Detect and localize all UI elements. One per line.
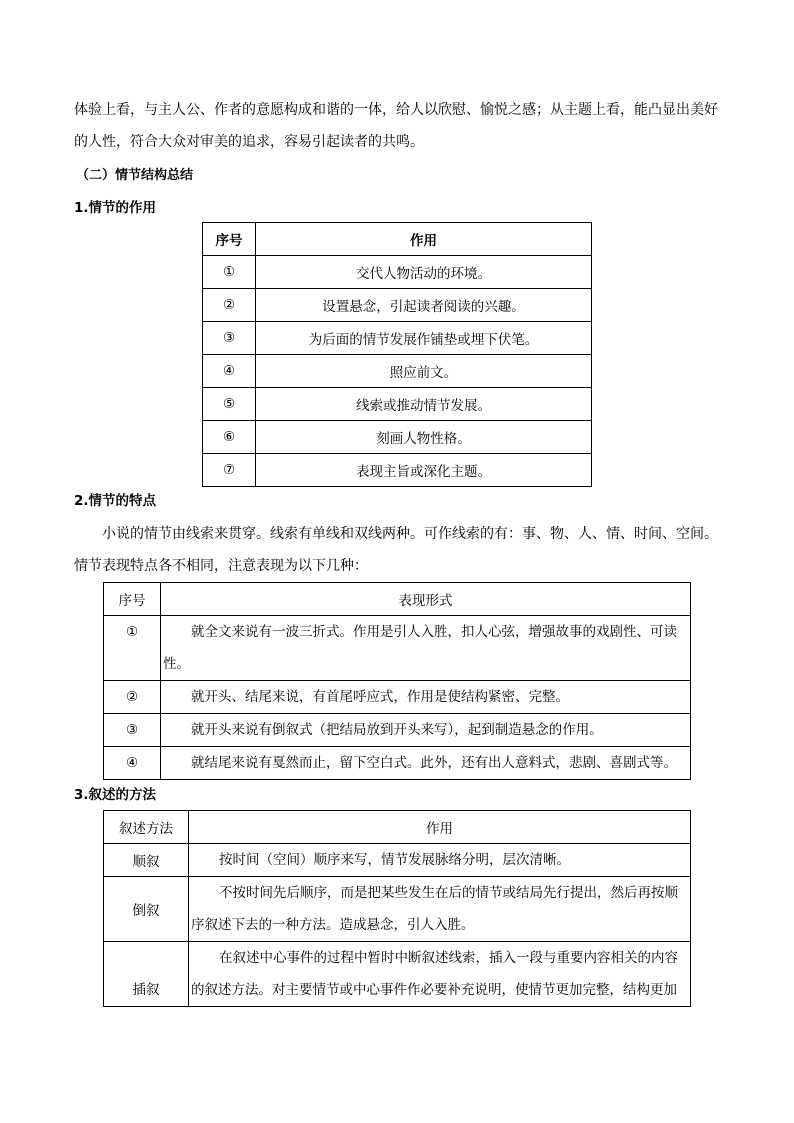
header-index: 序号 [104, 583, 161, 616]
table-row [203, 421, 592, 454]
intro-line-1: 体验上看，与主人公、作者的意愿构成和谐的一体，给人以欣慰、愉悦之感；从主题上看，能凸显出美好 [74, 102, 718, 118]
row-index: ⑦ [203, 454, 256, 487]
table-row [104, 747, 691, 780]
plot-function-table [202, 222, 592, 487]
table-row [203, 454, 592, 487]
sub2-line-1: 小说的情节由线索来贯穿。线索有单线和双线两种。可作线索的有：事、物、人、情、时间、空间。 [102, 526, 718, 542]
table-row [104, 844, 691, 877]
row-text: 在叙述中心事件的过程中暂时中断叙述线索，插入一段与重要内容相关的内容的叙述方法。对主要情节或中心事件作必要补充说明，使情节更加完整，结构更加 [189, 942, 691, 1007]
row-method: 插叙 [104, 942, 189, 1007]
header-function: 作用 [189, 811, 691, 844]
row-text: 就结尾来说有戛然而止，留下空白式。此外，还有出人意料式，悲剧、喜剧式等。 [161, 747, 691, 780]
sub2-paragraph [74, 518, 734, 582]
table-header-row [104, 811, 691, 844]
row-index: ③ [104, 714, 161, 747]
section-title: （二）情节结构总结 [76, 168, 194, 183]
row-method: 顺叙 [104, 844, 189, 877]
table-row [203, 355, 592, 388]
header-form: 表现形式 [161, 583, 691, 616]
table-row [104, 616, 691, 681]
row-index: ① [203, 256, 256, 289]
row-text: 按时间（空间）顺序来写，情节发展脉络分明，层次清晰。 [189, 844, 691, 877]
sub2-title: 2.情节的特点 [74, 493, 157, 509]
row-index: ⑥ [203, 421, 256, 454]
sub2-line-2: 情节表现特点各不相同，注意表现为以下几种： [74, 558, 368, 574]
row-index: ⑤ [203, 388, 256, 421]
row-text: 为后面的情节发展作铺垫或埋下伏笔。 [256, 322, 592, 355]
row-text: 就开头、结尾来说，有首尾呼应式，作用是使结构紧密、完整。 [161, 681, 691, 714]
row-index: ③ [203, 322, 256, 355]
table-row [104, 877, 691, 942]
row-text: 刻画人物性格。 [256, 421, 592, 454]
row-text: 就开头来说有倒叙式（把结局放到开头来写），起到制造悬念的作用。 [161, 714, 691, 747]
row-index: ① [104, 616, 161, 681]
table-row [203, 256, 592, 289]
narration-method-table [103, 810, 691, 1007]
row-text: 不按时间先后顺序，而是把某些发生在后的情节或结局先行提出，然后再按顺序叙述下去的一种方法。造成悬念，引人入胜。 [189, 877, 691, 942]
table-row [104, 714, 691, 747]
row-index: ④ [104, 747, 161, 780]
intro-paragraph [74, 94, 724, 158]
header-method: 叙述方法 [104, 811, 189, 844]
row-index: ② [104, 681, 161, 714]
row-text: 交代人物活动的环境。 [256, 256, 592, 289]
table-row [104, 942, 691, 1007]
row-method: 倒叙 [104, 877, 189, 942]
row-text: 设置悬念，引起读者阅读的兴趣。 [256, 289, 592, 322]
header-function: 作用 [256, 223, 592, 256]
row-text: 表现主旨或深化主题。 [256, 454, 592, 487]
table-header-row [203, 223, 592, 256]
intro-line-2: 的人性，符合大众对审美的追求，容易引起读者的共鸣。 [74, 134, 424, 150]
row-index: ④ [203, 355, 256, 388]
table-row [104, 681, 691, 714]
row-text: 照应前文。 [256, 355, 592, 388]
row-text: 线索或推动情节发展。 [256, 388, 592, 421]
table-header-row [104, 583, 691, 616]
header-index: 序号 [203, 223, 256, 256]
table-row [203, 388, 592, 421]
sub3-title: 3.叙述的方法 [74, 787, 157, 803]
table-row [203, 322, 592, 355]
table-row [203, 289, 592, 322]
row-index: ② [203, 289, 256, 322]
row-text: 就全文来说有一波三折式。作用是引人入胜，扣人心弦，增强故事的戏剧性、可读性。 [161, 616, 691, 681]
sub1-title: 1.情节的作用 [74, 200, 157, 216]
plot-feature-table [103, 582, 691, 780]
